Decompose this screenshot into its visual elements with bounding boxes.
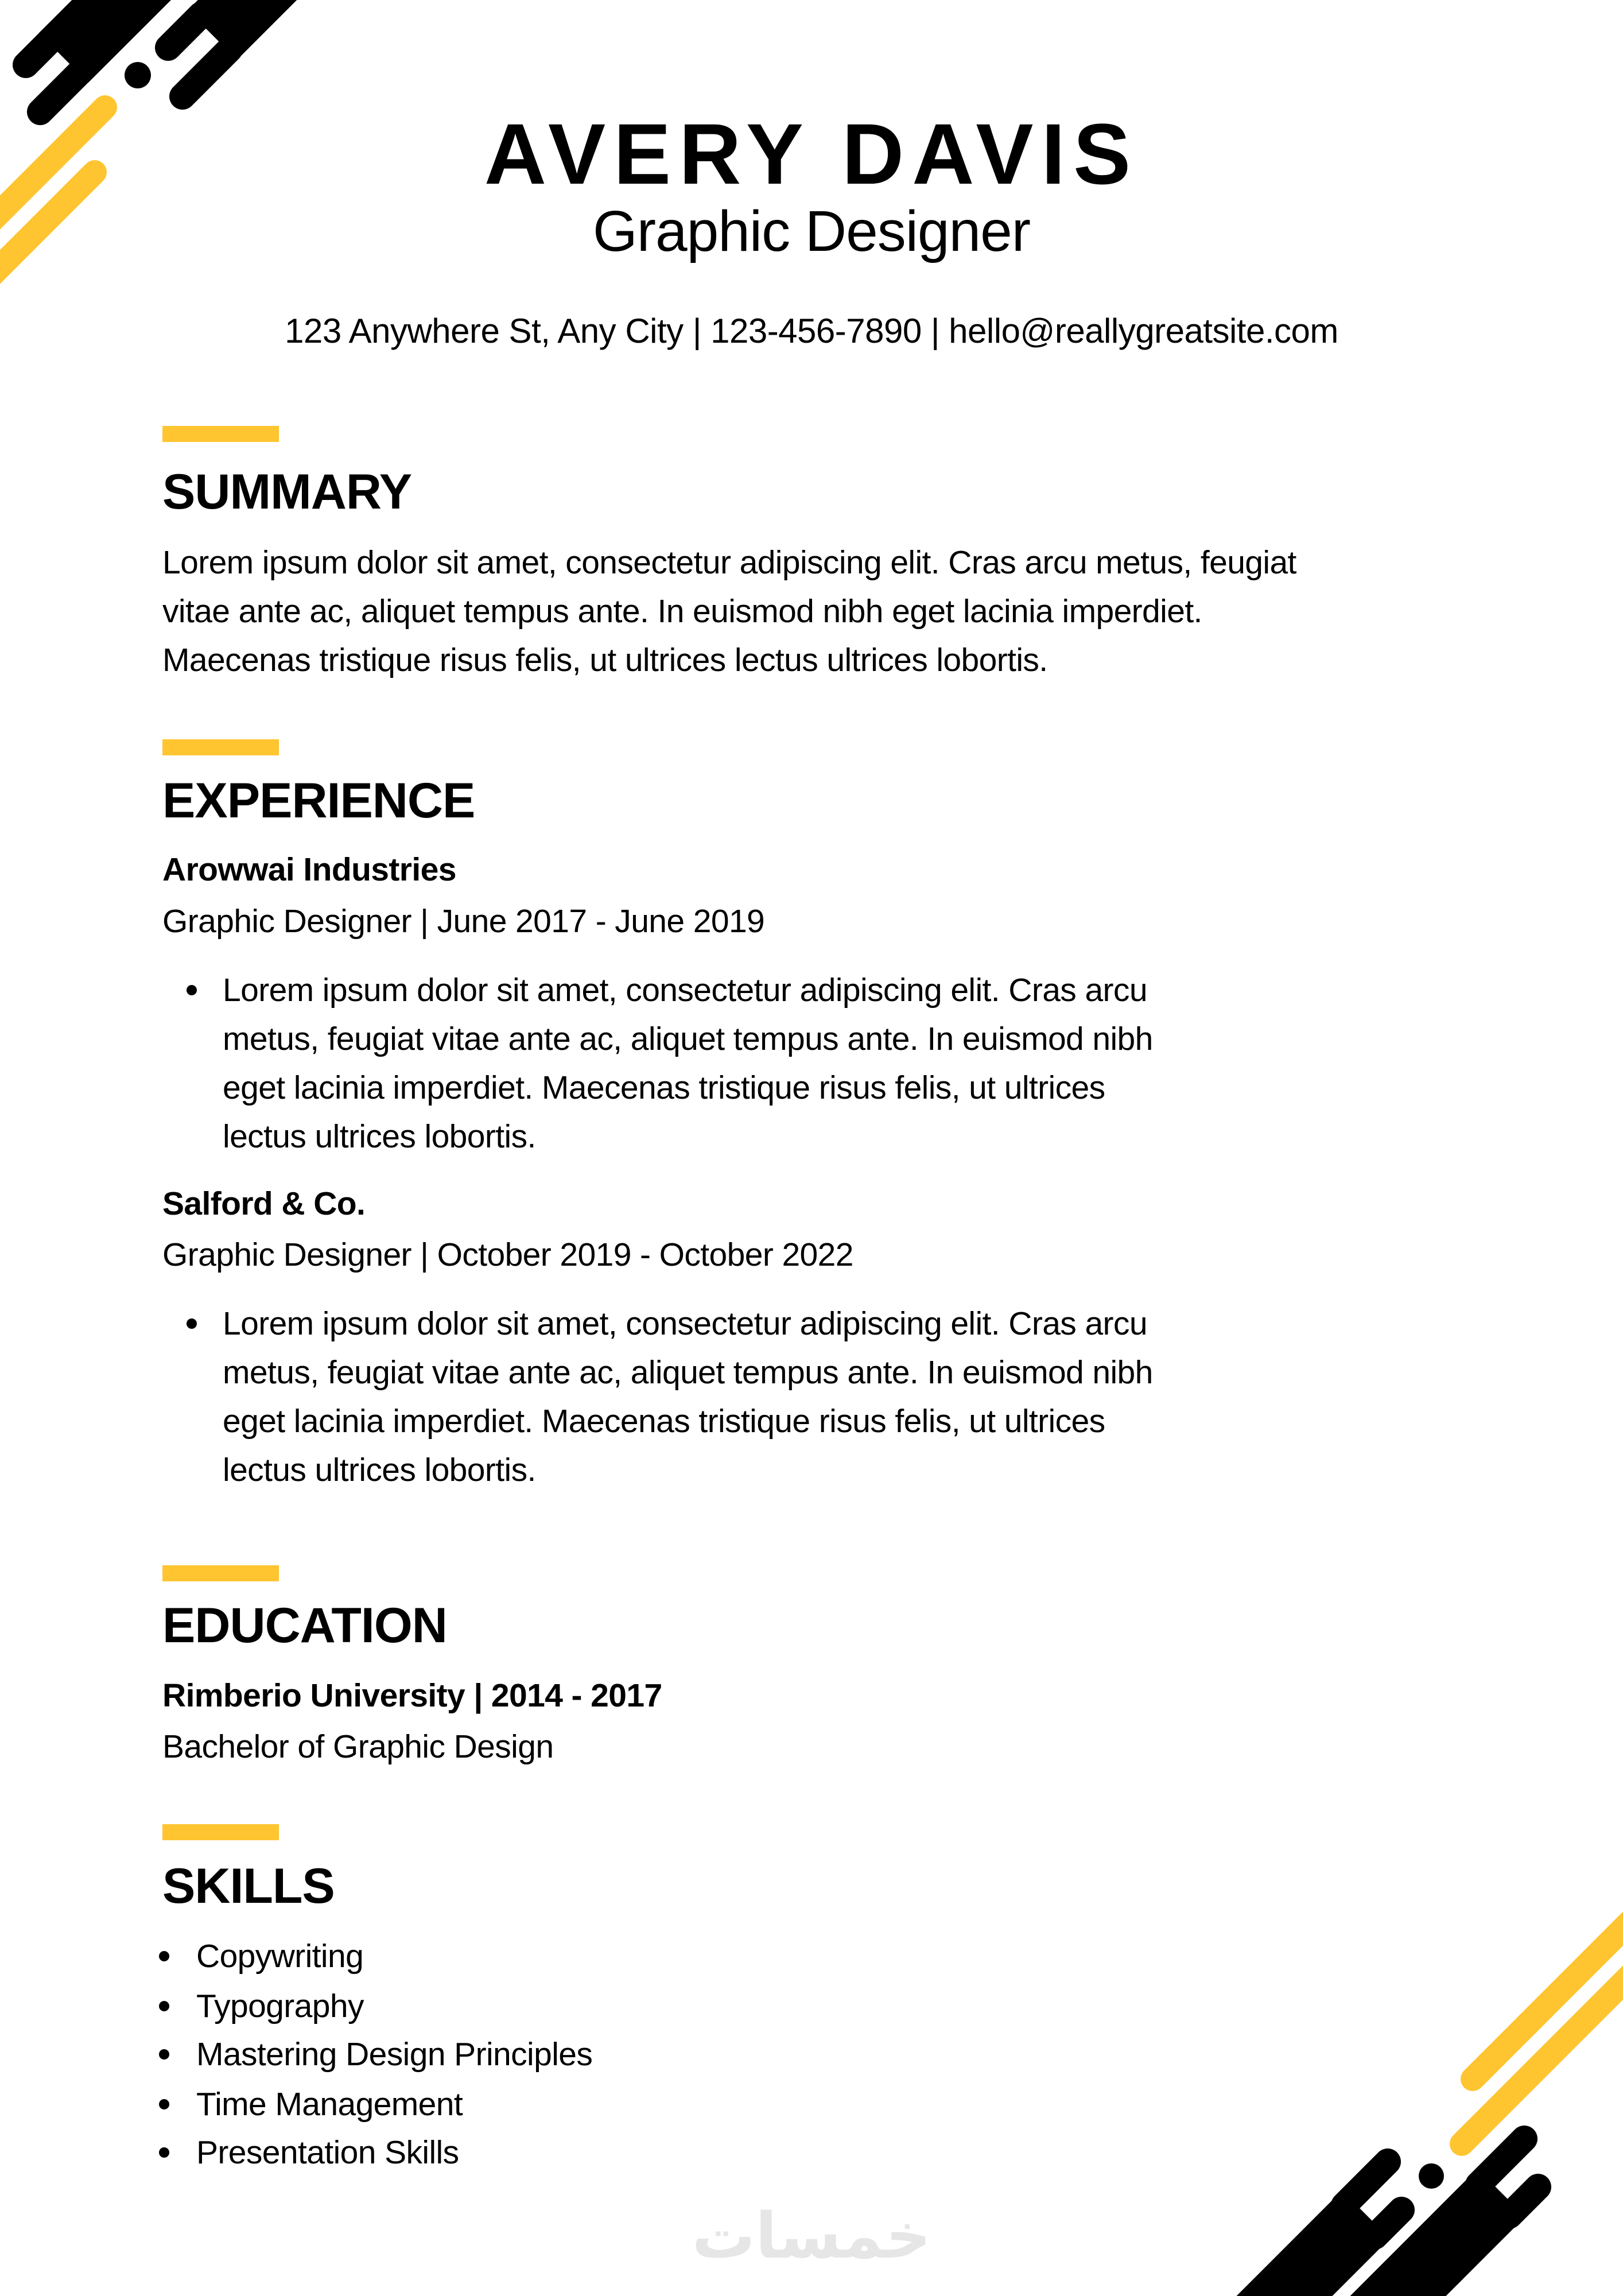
degree: Bachelor of Graphic Design	[162, 1728, 554, 1765]
skills-heading: SKILLS	[162, 1859, 335, 1914]
section-accent-bar	[162, 1824, 279, 1840]
skill-item: Copywriting	[196, 1938, 364, 1975]
watermark-logo: خمسات	[692, 2199, 931, 2272]
section-accent-bar	[162, 1565, 279, 1581]
job-bullet-line: eget lacinia imperdiet. Maecenas tristique risus felis, ut ultrices	[223, 1403, 1105, 1440]
contact-info: 123 Anywhere St, Any City | 123-456-7890 | hello@reallygreatsite.com	[285, 312, 1338, 350]
job-bullet-line: lectus ultrices lobortis.	[223, 1452, 536, 1488]
job-bullet-line: metus, feugiat vitae ante ac, aliquet tempus ante. In euismod nibh	[223, 1021, 1153, 1057]
experience-heading: EXPERIENCE	[162, 773, 475, 828]
summary-line: Maecenas tristique risus felis, ut ultrices lectus ultrices lobortis.	[162, 642, 1048, 678]
bullet-icon	[159, 2001, 169, 2011]
job-bullet-line: Lorem ipsum dolor sit amet, consectetur adipiscing elit. Cras arcu	[223, 972, 1147, 1009]
bullet-icon	[159, 2099, 169, 2109]
bullet-icon	[187, 1318, 197, 1329]
bullet-icon	[159, 2147, 169, 2158]
section-accent-bar	[162, 426, 279, 442]
education-heading: EDUCATION	[162, 1598, 447, 1653]
company-name: Arowwai Industries	[162, 851, 456, 888]
job-bullet-line: lectus ultrices lobortis.	[223, 1118, 536, 1155]
job-role-dates: Graphic Designer | June 2017 - June 2019	[162, 903, 765, 940]
summary-heading: SUMMARY	[162, 464, 412, 519]
job-bullet-line: metus, feugiat vitae ante ac, aliquet tempus ante. In euismod nibh	[223, 1354, 1153, 1391]
skill-item: Time Management	[196, 2086, 463, 2123]
summary-line: vitae ante ac, aliquet tempus ante. In euismod nibh eget lacinia imperdiet.	[162, 593, 1202, 630]
bullet-icon	[159, 2049, 169, 2060]
company-name: Salford & Co.	[162, 1185, 366, 1222]
bullet-icon	[187, 985, 197, 995]
bullet-icon	[159, 1951, 169, 1961]
candidate-name: AVERY DAVIS	[484, 106, 1139, 202]
skill-item: Typography	[196, 1988, 364, 2024]
job-bullet-line: Lorem ipsum dolor sit amet, consectetur adipiscing elit. Cras arcu	[223, 1305, 1147, 1342]
summary-line: Lorem ipsum dolor sit amet, consectetur adipiscing elit. Cras arcu metus, feugiat	[162, 544, 1296, 581]
school-name-years: Rimberio University | 2014 - 2017	[162, 1677, 662, 1714]
skill-item: Mastering Design Principles	[196, 2036, 593, 2073]
section-accent-bar	[162, 739, 279, 755]
job-role-dates: Graphic Designer | October 2019 - October 2022	[162, 1236, 853, 1273]
skill-item: Presentation Skills	[196, 2134, 459, 2171]
job-bullet-line: eget lacinia imperdiet. Maecenas tristique risus felis, ut ultrices	[223, 1069, 1105, 1106]
job-title: Graphic Designer	[592, 199, 1031, 263]
